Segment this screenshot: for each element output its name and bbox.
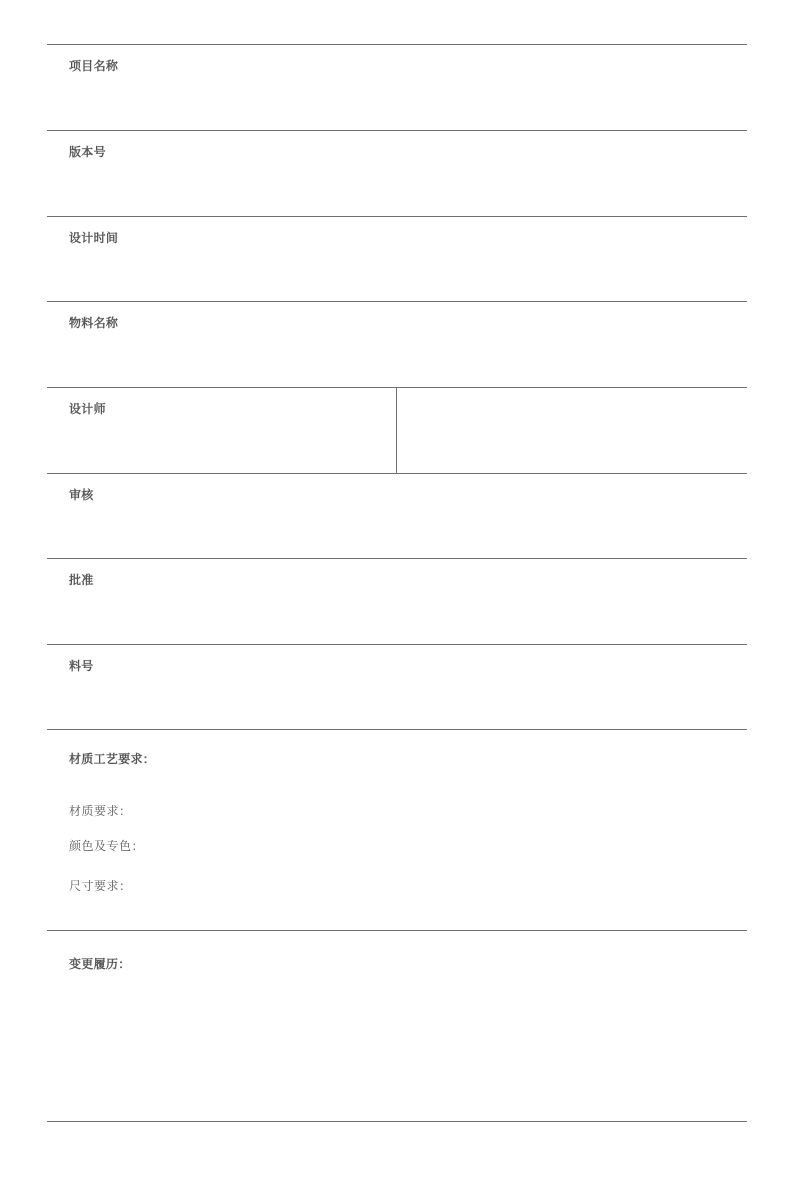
row-material-process <box>47 729 747 930</box>
part-number-label: 料号 <box>69 659 94 673</box>
row-version <box>47 130 747 216</box>
designer-split <box>47 388 747 473</box>
designer-value-cell <box>397 388 747 473</box>
material-req-label: 材质要求： <box>69 804 132 818</box>
row-project-name <box>47 44 747 130</box>
row-approve <box>47 558 747 644</box>
project-name-label: 项目名称 <box>69 59 119 73</box>
row-review <box>47 473 747 558</box>
row-design-time <box>47 216 747 301</box>
material-name-label: 物料名称 <box>69 316 119 330</box>
design-time-label: 设计时间 <box>69 231 119 245</box>
version-label: 版本号 <box>69 145 106 159</box>
review-label: 审核 <box>69 488 94 502</box>
size-req-label: 尺寸要求： <box>69 879 132 893</box>
designer-cell <box>47 388 397 473</box>
approve-label: 批准 <box>69 573 94 587</box>
row-designer <box>47 387 747 473</box>
spec-form <box>47 44 747 1122</box>
designer-label: 设计师 <box>69 402 106 416</box>
color-spot-label: 颜色及专色： <box>69 839 145 853</box>
row-change-history <box>47 930 747 1122</box>
row-material-name <box>47 301 747 387</box>
change-history-label: 变更履历： <box>69 957 131 971</box>
material-process-title: 材质工艺要求： <box>69 752 156 766</box>
row-part-number <box>47 644 747 729</box>
